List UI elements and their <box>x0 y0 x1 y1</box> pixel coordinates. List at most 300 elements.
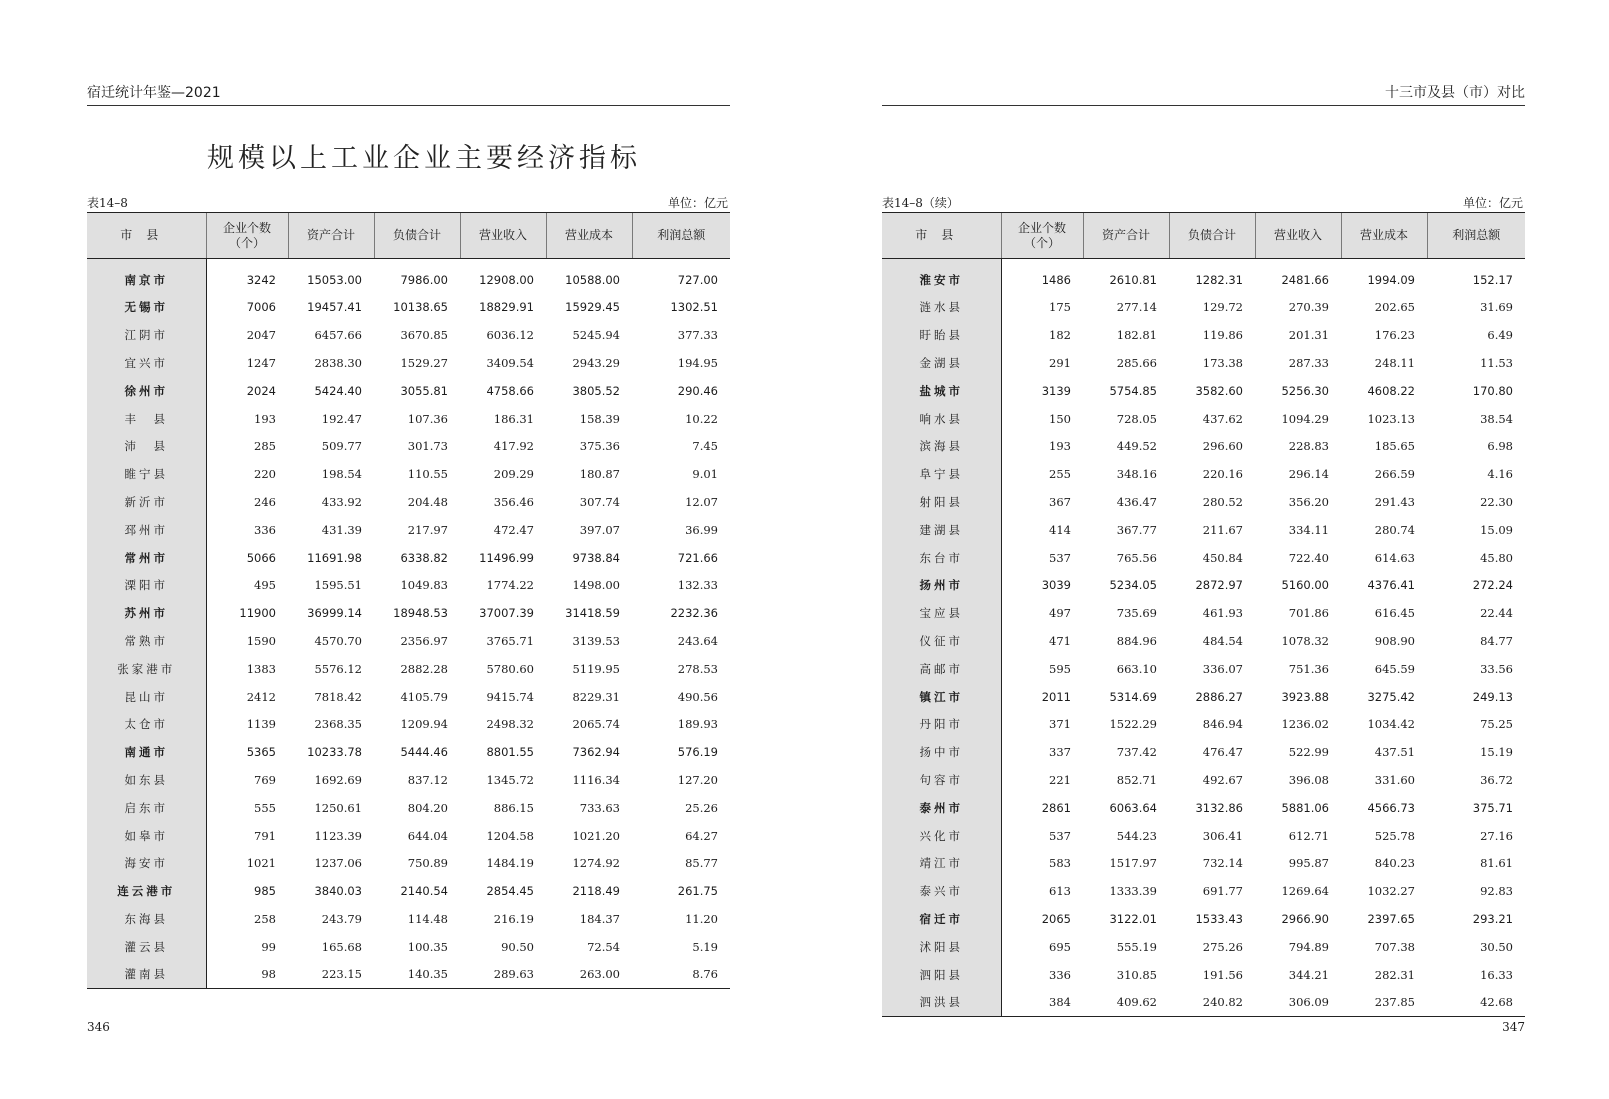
region-name-cell: 启东市 <box>87 794 206 822</box>
assets-cell: 165.68 <box>321 939 362 954</box>
cost-cell: 1034.42 <box>1367 717 1415 732</box>
revenue-cell: 1078.32 <box>1281 633 1329 648</box>
table-row <box>882 655 1525 683</box>
cost-cell: 707.38 <box>1374 939 1415 954</box>
region-name-cell: 阜宁县 <box>882 460 1001 488</box>
revenue-cell: 4758.66 <box>486 383 534 398</box>
cost-cell: 1498.00 <box>572 578 620 593</box>
cost-cell: 266.59 <box>1374 467 1415 482</box>
col-header-profit: 利润总额 <box>632 213 730 259</box>
revenue-cell: 751.36 <box>1288 661 1329 676</box>
profit-cell: 10.22 <box>685 411 718 426</box>
assets-cell: 243.79 <box>321 911 362 926</box>
region-name-cell: 扬州市 <box>882 571 1001 599</box>
profit-cell: 152.17 <box>1472 273 1513 288</box>
profit-cell: 261.75 <box>677 884 718 899</box>
revenue-cell: 11496.99 <box>479 550 534 565</box>
region-name-cell: 兴化市 <box>882 822 1001 850</box>
region-name-cell: 灌云县 <box>87 933 206 961</box>
cost-cell: 1032.27 <box>1367 884 1415 899</box>
region-name-cell: 金湖县 <box>882 349 1001 377</box>
count-cell: 1021 <box>246 856 276 871</box>
cost-cell: 31418.59 <box>565 606 620 621</box>
table-row <box>87 766 730 794</box>
count-cell: 555 <box>254 800 276 815</box>
table-row <box>87 294 730 322</box>
revenue-cell: 289.63 <box>493 967 534 982</box>
count-cell: 193 <box>254 411 276 426</box>
count-cell: 371 <box>1049 717 1071 732</box>
liabilities-cell: 1282.31 <box>1195 273 1243 288</box>
assets-cell: 10233.78 <box>307 745 362 760</box>
liabilities-cell: 3582.60 <box>1195 383 1243 398</box>
region-name-cell: 溧阳市 <box>87 571 206 599</box>
unit-label: 单位：亿元 <box>1462 196 1523 210</box>
region-name-cell: 响水县 <box>882 405 1001 433</box>
assets-cell: 1595.51 <box>314 578 362 593</box>
count-cell: 1139 <box>246 717 276 732</box>
assets-cell: 555.19 <box>1116 939 1157 954</box>
liabilities-cell: 211.67 <box>1202 522 1243 537</box>
profit-cell: 272.24 <box>1472 578 1513 593</box>
profit-cell: 170.80 <box>1472 383 1513 398</box>
liabilities-cell: 6338.82 <box>400 550 448 565</box>
revenue-cell: 6036.12 <box>486 328 534 343</box>
region-name-cell: 泗洪县 <box>882 988 1001 1016</box>
table-row <box>882 294 1525 322</box>
table-row <box>87 432 730 460</box>
region-name-cell: 常熟市 <box>87 627 206 655</box>
table-row <box>87 377 730 405</box>
count-cell: 695 <box>1049 939 1071 954</box>
assets-cell: 2838.30 <box>314 355 362 370</box>
region-name-cell: 盐城市 <box>882 377 1001 405</box>
cost-cell: 375.36 <box>579 439 620 454</box>
cost-cell: 733.63 <box>579 800 620 815</box>
cost-cell: 4376.41 <box>1367 578 1415 593</box>
cost-cell: 1994.09 <box>1367 273 1415 288</box>
region-name-cell: 宜兴市 <box>87 349 206 377</box>
table-row <box>87 544 730 572</box>
region-name-cell: 淮安市 <box>882 259 1001 294</box>
profit-cell: 30.50 <box>1480 939 1513 954</box>
col-header-region: 市县 <box>87 213 206 259</box>
profit-cell: 127.20 <box>677 772 718 787</box>
revenue-cell: 270.39 <box>1288 300 1329 315</box>
profit-cell: 31.69 <box>1480 300 1513 315</box>
revenue-cell: 12908.00 <box>479 273 534 288</box>
profit-cell: 25.26 <box>685 800 718 815</box>
col-header-count-line2: （个） <box>1023 235 1060 250</box>
profit-cell: 22.44 <box>1480 606 1513 621</box>
liabilities-cell: 476.47 <box>1202 745 1243 760</box>
revenue-cell: 228.83 <box>1288 439 1329 454</box>
count-cell: 5365 <box>246 745 276 760</box>
revenue-cell: 886.15 <box>493 800 534 815</box>
liabilities-cell: 275.26 <box>1202 939 1243 954</box>
revenue-cell: 722.40 <box>1288 550 1329 565</box>
cost-cell: 2118.49 <box>572 884 620 899</box>
assets-cell: 1333.39 <box>1109 884 1157 899</box>
revenue-cell: 3923.88 <box>1281 689 1329 704</box>
count-cell: 246 <box>254 494 276 509</box>
region-name-cell: 泗阳县 <box>882 961 1001 989</box>
liabilities-cell: 280.52 <box>1202 494 1243 509</box>
table-row <box>882 349 1525 377</box>
cost-cell: 1116.34 <box>572 772 620 787</box>
table-row <box>87 738 730 766</box>
table-row <box>87 849 730 877</box>
cost-cell: 331.60 <box>1374 772 1415 787</box>
table-row <box>882 377 1525 405</box>
data-table-right <box>882 212 1525 1017</box>
table-row <box>87 571 730 599</box>
liabilities-cell: 240.82 <box>1202 995 1243 1010</box>
region-name-cell: 建湖县 <box>882 516 1001 544</box>
assets-cell: 5576.12 <box>314 661 362 676</box>
col-header-assets: 资产合计 <box>288 213 374 259</box>
table-row <box>87 933 730 961</box>
assets-cell: 2368.35 <box>314 717 362 732</box>
profit-cell: 36.99 <box>685 522 718 537</box>
assets-cell: 728.05 <box>1116 411 1157 426</box>
revenue-cell: 1345.72 <box>486 772 534 787</box>
cost-cell: 2397.65 <box>1367 911 1415 926</box>
assets-cell: 735.69 <box>1116 606 1157 621</box>
assets-cell: 852.71 <box>1116 772 1157 787</box>
count-cell: 537 <box>1049 828 1071 843</box>
col-header-count-line1: 企业个数 <box>222 220 271 235</box>
cost-cell: 1021.20 <box>572 828 620 843</box>
region-name-cell: 南京市 <box>87 259 206 294</box>
revenue-cell: 3409.54 <box>486 355 534 370</box>
assets-cell: 737.42 <box>1116 745 1157 760</box>
count-cell: 258 <box>254 911 276 926</box>
table-row <box>87 822 730 850</box>
profit-cell: 721.66 <box>677 550 718 565</box>
count-cell: 255 <box>1049 467 1071 482</box>
cost-cell: 72.54 <box>587 939 620 954</box>
count-cell: 613 <box>1049 884 1071 899</box>
liabilities-cell: 191.56 <box>1202 967 1243 982</box>
assets-cell: 223.15 <box>321 967 362 982</box>
assets-cell: 409.62 <box>1116 995 1157 1010</box>
profit-cell: 12.07 <box>685 494 718 509</box>
revenue-cell: 356.46 <box>493 494 534 509</box>
profit-cell: 15.19 <box>1480 745 1513 760</box>
revenue-cell: 344.21 <box>1288 967 1329 982</box>
assets-cell: 5314.69 <box>1109 689 1157 704</box>
table-row <box>87 460 730 488</box>
region-name-cell: 如皋市 <box>87 822 206 850</box>
cost-cell: 7362.94 <box>572 745 620 760</box>
region-name-cell: 江阴市 <box>87 321 206 349</box>
profit-cell: 16.33 <box>1480 967 1513 982</box>
count-cell: 537 <box>1049 550 1071 565</box>
region-name-cell: 海安市 <box>87 849 206 877</box>
region-name-cell: 靖江市 <box>882 849 1001 877</box>
table-row <box>882 488 1525 516</box>
count-cell: 2861 <box>1041 800 1071 815</box>
revenue-cell: 1236.02 <box>1281 717 1329 732</box>
cost-cell: 9738.84 <box>572 550 620 565</box>
assets-cell: 19457.41 <box>307 300 362 315</box>
profit-cell: 85.77 <box>685 856 718 871</box>
revenue-cell: 334.11 <box>1288 522 1329 537</box>
profit-cell: 1302.51 <box>670 300 718 315</box>
profit-cell: 290.46 <box>677 383 718 398</box>
liabilities-cell: 691.77 <box>1202 884 1243 899</box>
liabilities-cell: 1529.27 <box>400 355 448 370</box>
cost-cell: 180.87 <box>579 467 620 482</box>
liabilities-cell: 5444.46 <box>400 745 448 760</box>
cost-cell: 10588.00 <box>565 273 620 288</box>
cost-cell: 437.51 <box>1374 745 1415 760</box>
cost-cell: 8229.31 <box>572 689 620 704</box>
table-row <box>882 544 1525 572</box>
region-name-cell: 张家港市 <box>87 655 206 683</box>
region-name-cell: 灌南县 <box>87 961 206 989</box>
table-row <box>87 794 730 822</box>
assets-cell: 6457.66 <box>314 328 362 343</box>
region-name-cell: 泰州市 <box>882 794 1001 822</box>
count-cell: 291 <box>1049 355 1071 370</box>
table-row <box>87 655 730 683</box>
table-row <box>87 405 730 433</box>
cost-cell: 2065.74 <box>572 717 620 732</box>
profit-cell: 2232.36 <box>670 606 718 621</box>
region-name-cell: 连云港市 <box>87 877 206 905</box>
profit-cell: 576.19 <box>677 745 718 760</box>
assets-cell: 663.10 <box>1116 661 1157 676</box>
revenue-cell: 201.31 <box>1288 328 1329 343</box>
region-name-cell: 丰 县 <box>87 405 206 433</box>
assets-cell: 544.23 <box>1116 828 1157 843</box>
page-title: 规模以上工业企业主要经济指标 <box>207 143 641 174</box>
running-head-left: 宿迁统计年鉴—2021 <box>87 84 730 106</box>
assets-cell: 5754.85 <box>1109 383 1157 398</box>
region-name-cell: 涟水县 <box>882 294 1001 322</box>
revenue-cell: 216.19 <box>493 911 534 926</box>
table-number: 表14–8 <box>87 196 128 210</box>
revenue-cell: 8801.55 <box>486 745 534 760</box>
count-cell: 220 <box>254 467 276 482</box>
count-cell: 495 <box>254 578 276 593</box>
assets-cell: 7818.42 <box>314 689 362 704</box>
table-row <box>87 349 730 377</box>
page-number-right: 347 <box>1502 1020 1525 1034</box>
revenue-cell: 612.71 <box>1288 828 1329 843</box>
liabilities-cell: 306.41 <box>1202 828 1243 843</box>
revenue-cell: 306.09 <box>1288 995 1329 1010</box>
table-row <box>87 599 730 627</box>
assets-cell: 1250.61 <box>314 800 362 815</box>
profit-cell: 6.98 <box>1487 439 1513 454</box>
profit-cell: 33.56 <box>1480 661 1513 676</box>
count-cell: 791 <box>254 828 276 843</box>
region-name-cell: 泰兴市 <box>882 877 1001 905</box>
liabilities-cell: 100.35 <box>407 939 448 954</box>
region-name-cell: 沭阳县 <box>882 933 1001 961</box>
assets-cell: 431.39 <box>321 522 362 537</box>
count-cell: 11900 <box>239 606 276 621</box>
assets-cell: 4570.70 <box>314 633 362 648</box>
revenue-cell: 2854.45 <box>486 884 534 899</box>
liabilities-cell: 644.04 <box>407 828 448 843</box>
profit-cell: 15.09 <box>1480 522 1513 537</box>
assets-cell: 509.77 <box>321 439 362 454</box>
revenue-cell: 396.08 <box>1288 772 1329 787</box>
count-cell: 2011 <box>1041 689 1071 704</box>
page-number-left: 346 <box>87 1020 110 1034</box>
table-row <box>87 488 730 516</box>
liabilities-cell: 484.54 <box>1202 633 1243 648</box>
count-cell: 175 <box>1049 300 1071 315</box>
profit-cell: 64.27 <box>685 828 718 843</box>
revenue-cell: 3765.71 <box>486 633 534 648</box>
liabilities-cell: 804.20 <box>407 800 448 815</box>
liabilities-cell: 450.84 <box>1202 550 1243 565</box>
assets-cell: 3840.03 <box>314 884 362 899</box>
col-header-count-line2: （个） <box>228 235 265 250</box>
cost-cell: 3275.42 <box>1367 689 1415 704</box>
revenue-cell: 5780.60 <box>486 661 534 676</box>
assets-cell: 277.14 <box>1116 300 1157 315</box>
profit-cell: 4.16 <box>1487 467 1513 482</box>
table-row <box>87 259 730 294</box>
col-header-cost: 营业成本 <box>1341 213 1427 259</box>
revenue-cell: 356.20 <box>1288 494 1329 509</box>
profit-cell: 45.80 <box>1480 550 1513 565</box>
liabilities-cell: 732.14 <box>1202 856 1243 871</box>
assets-cell: 36999.14 <box>307 606 362 621</box>
count-cell: 1590 <box>246 633 276 648</box>
revenue-cell: 5160.00 <box>1281 578 1329 593</box>
count-cell: 3139 <box>1041 383 1071 398</box>
liabilities-cell: 110.55 <box>407 467 448 482</box>
profit-cell: 11.53 <box>1480 355 1513 370</box>
liabilities-cell: 1049.83 <box>400 578 448 593</box>
region-name-cell: 东海县 <box>87 905 206 933</box>
count-cell: 3039 <box>1041 578 1071 593</box>
table-row <box>87 905 730 933</box>
region-name-cell: 句容市 <box>882 766 1001 794</box>
table-row <box>882 794 1525 822</box>
profit-cell: 9.01 <box>692 467 718 482</box>
region-name-cell: 丹阳市 <box>882 710 1001 738</box>
count-cell: 583 <box>1049 856 1071 871</box>
count-cell: 2412 <box>246 689 276 704</box>
count-cell: 2024 <box>246 383 276 398</box>
liabilities-cell: 846.94 <box>1202 717 1243 732</box>
cost-cell: 185.65 <box>1374 439 1415 454</box>
revenue-cell: 2966.90 <box>1281 911 1329 926</box>
count-cell: 769 <box>254 772 276 787</box>
revenue-cell: 5881.06 <box>1281 800 1329 815</box>
cost-cell: 4566.73 <box>1367 800 1415 815</box>
col-header-count-line1: 企业个数 <box>1017 220 1066 235</box>
running-head-right: 十三市及县（市）对比 <box>882 84 1525 106</box>
liabilities-cell: 114.48 <box>407 911 448 926</box>
count-cell: 7006 <box>246 300 276 315</box>
liabilities-cell: 750.89 <box>407 856 448 871</box>
revenue-cell: 1269.64 <box>1281 884 1329 899</box>
profit-cell: 727.00 <box>677 273 718 288</box>
count-cell: 471 <box>1049 633 1071 648</box>
table-row <box>87 627 730 655</box>
assets-cell: 436.47 <box>1116 494 1157 509</box>
count-cell: 1247 <box>246 355 276 370</box>
cost-cell: 840.23 <box>1374 856 1415 871</box>
col-header-assets: 资产合计 <box>1083 213 1169 259</box>
profit-cell: 11.20 <box>685 911 718 926</box>
revenue-cell: 209.29 <box>493 467 534 482</box>
profit-cell: 293.21 <box>1472 911 1513 926</box>
liabilities-cell: 140.35 <box>407 967 448 982</box>
region-name-cell: 滨海县 <box>882 432 1001 460</box>
assets-cell: 285.66 <box>1116 355 1157 370</box>
liabilities-cell: 837.12 <box>407 772 448 787</box>
region-name-cell: 仪征市 <box>882 627 1001 655</box>
liabilities-cell: 3670.85 <box>400 328 448 343</box>
region-name-cell: 昆山市 <box>87 683 206 711</box>
liabilities-cell: 119.86 <box>1202 328 1243 343</box>
profit-cell: 194.95 <box>677 355 718 370</box>
liabilities-cell: 437.62 <box>1202 411 1243 426</box>
col-header-revenue: 营业收入 <box>1255 213 1341 259</box>
profit-cell: 42.68 <box>1480 995 1513 1010</box>
liabilities-cell: 1209.94 <box>400 717 448 732</box>
assets-cell: 3122.01 <box>1109 911 1157 926</box>
liabilities-cell: 107.36 <box>407 411 448 426</box>
assets-cell: 765.56 <box>1116 550 1157 565</box>
profit-cell: 249.13 <box>1472 689 1513 704</box>
count-cell: 193 <box>1049 439 1071 454</box>
region-name-cell: 东台市 <box>882 544 1001 572</box>
cost-cell: 397.07 <box>579 522 620 537</box>
cost-cell: 645.59 <box>1374 661 1415 676</box>
profit-cell: 7.45 <box>692 439 718 454</box>
count-cell: 337 <box>1049 745 1071 760</box>
region-name-cell: 常州市 <box>87 544 206 572</box>
assets-cell: 367.77 <box>1116 522 1157 537</box>
count-cell: 367 <box>1049 494 1071 509</box>
profit-cell: 8.76 <box>692 967 718 982</box>
count-cell: 1486 <box>1041 273 1071 288</box>
table-body-right <box>882 259 1525 1017</box>
liabilities-cell: 461.93 <box>1202 606 1243 621</box>
cost-cell: 263.00 <box>579 967 620 982</box>
profit-cell: 6.49 <box>1487 328 1513 343</box>
count-cell: 985 <box>254 884 276 899</box>
region-name-cell: 苏州市 <box>87 599 206 627</box>
table-row <box>882 460 1525 488</box>
revenue-cell: 2498.32 <box>486 717 534 732</box>
profit-cell: 75.25 <box>1480 717 1513 732</box>
liabilities-cell: 204.48 <box>407 494 448 509</box>
profit-cell: 278.53 <box>677 661 718 676</box>
liabilities-cell: 2882.28 <box>400 661 448 676</box>
liabilities-cell: 1533.43 <box>1195 911 1243 926</box>
assets-cell: 5424.40 <box>314 383 362 398</box>
revenue-cell: 794.89 <box>1288 939 1329 954</box>
profit-cell: 189.93 <box>677 717 718 732</box>
assets-cell: 449.52 <box>1116 439 1157 454</box>
assets-cell: 2610.81 <box>1109 273 1157 288</box>
table-header-row <box>87 213 730 259</box>
liabilities-cell: 336.07 <box>1202 661 1243 676</box>
profit-cell: 5.19 <box>692 939 718 954</box>
